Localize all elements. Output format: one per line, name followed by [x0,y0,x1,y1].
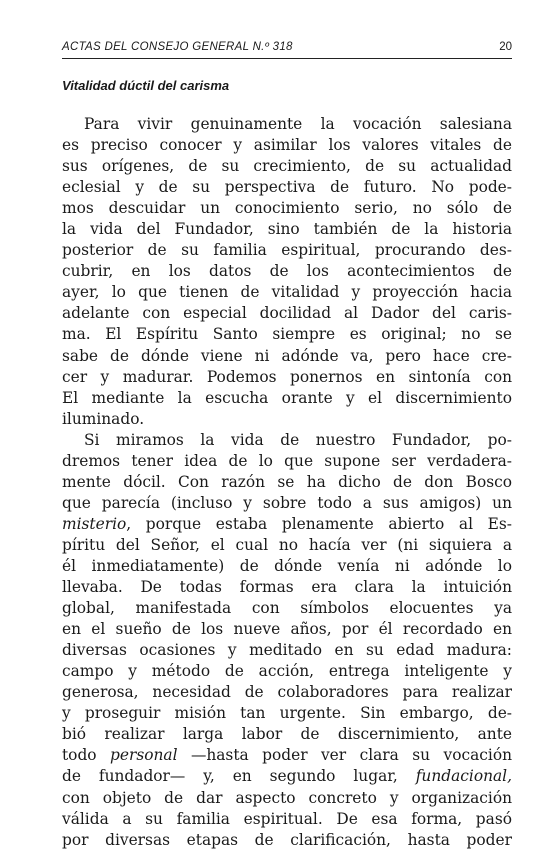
text-line: válida a su familia espiritual. De esa forma, pasó [62,809,512,828]
text-line: sabe de dónde viene ni adónde va, pero hace cre- [62,346,512,365]
text-line: iluminado. [62,409,145,428]
text-line: El mediante la escucha orante y el discernimiento [62,388,512,407]
text-line: Si miramos la vida de nuestro Fundador, po- [84,430,512,449]
text-line: llevaba. De todas formas era clara la intuición [62,578,512,597]
page-number: 20 [499,41,512,53]
text-line: todo personal —hasta poder ver clara su vocación [62,746,512,765]
section-heading: Vitalidad dúctil del carisma [62,78,230,93]
text-line: con objeto de dar aspecto concreto y organización [62,788,512,807]
text-line: global, manifestada con símbolos elocuentes ya [62,599,512,618]
text-line: Para vivir genuinamente la vocación salesiana [84,115,512,133]
text-line: diversas ocasiones y meditado en su edad madura: [62,641,512,660]
text-line: generosa, necesidad de colaboradores para realizar [62,683,512,702]
text-line: píritu del Señor, el cual no hacía ver (ni siquiera a [62,535,512,554]
text-line: en el sueño de los nueve años, por él recordado en [62,620,512,639]
text-line: la vida del Fundador, sino también de la historia [62,220,512,239]
text-line: cer y madurar. Podemos ponernos en sintonía con [62,367,512,386]
text-line: que parecía (incluso y sobre todo a sus amigos) un [62,493,512,512]
running-header [62,38,512,59]
text-line: por diversas etapas de clarificación, hasta poder [62,830,512,849]
body-text [62,114,512,851]
text-line: mos descuidar un conocimiento serio, no sólo de [62,199,512,218]
text-line: adelante con especial docilidad al Dador del caris- [62,304,512,323]
text-line: de fundador— y, en segundo lugar, fundacional, [62,767,512,786]
text-line: bió realizar larga labor de discernimiento, ante [62,725,512,744]
text-line: mente dócil. Con razón se ha dicho de don Bosco [62,472,512,491]
text-line: cubrir, en los datos de los acontecimientos de [62,262,512,281]
text-line: él inmediatamente) de dónde venía ni adónde lo [62,556,512,575]
text-line: eclesial y de su perspectiva de futuro. No pode- [62,178,512,197]
text-line: ma. El Espíritu Santo siempre es original; no se [62,325,512,344]
text-line: posterior de su familia espiritual, procurando des- [62,241,512,260]
text-line: dremos tener idea de lo que supone ser verdadera- [62,451,512,470]
text-line: sus orígenes, de su crecimiento, de su actualidad [62,157,512,176]
header-title: ACTAS DEL CONSEJO GENERAL N.º 318 [62,41,293,53]
text-line: y proseguir misión tan urgente. Sin embargo, de- [62,704,512,723]
text-line: ayer, lo que tienen de vitalidad y proyección hacia [62,283,512,302]
text-line: misterio, porque estaba plenamente abierto al Es- [62,514,512,533]
text-line: campo y método de acción, entrega inteligente y [62,662,512,681]
text-line: es preciso conocer y asimilar los valores vitales de [62,136,512,155]
